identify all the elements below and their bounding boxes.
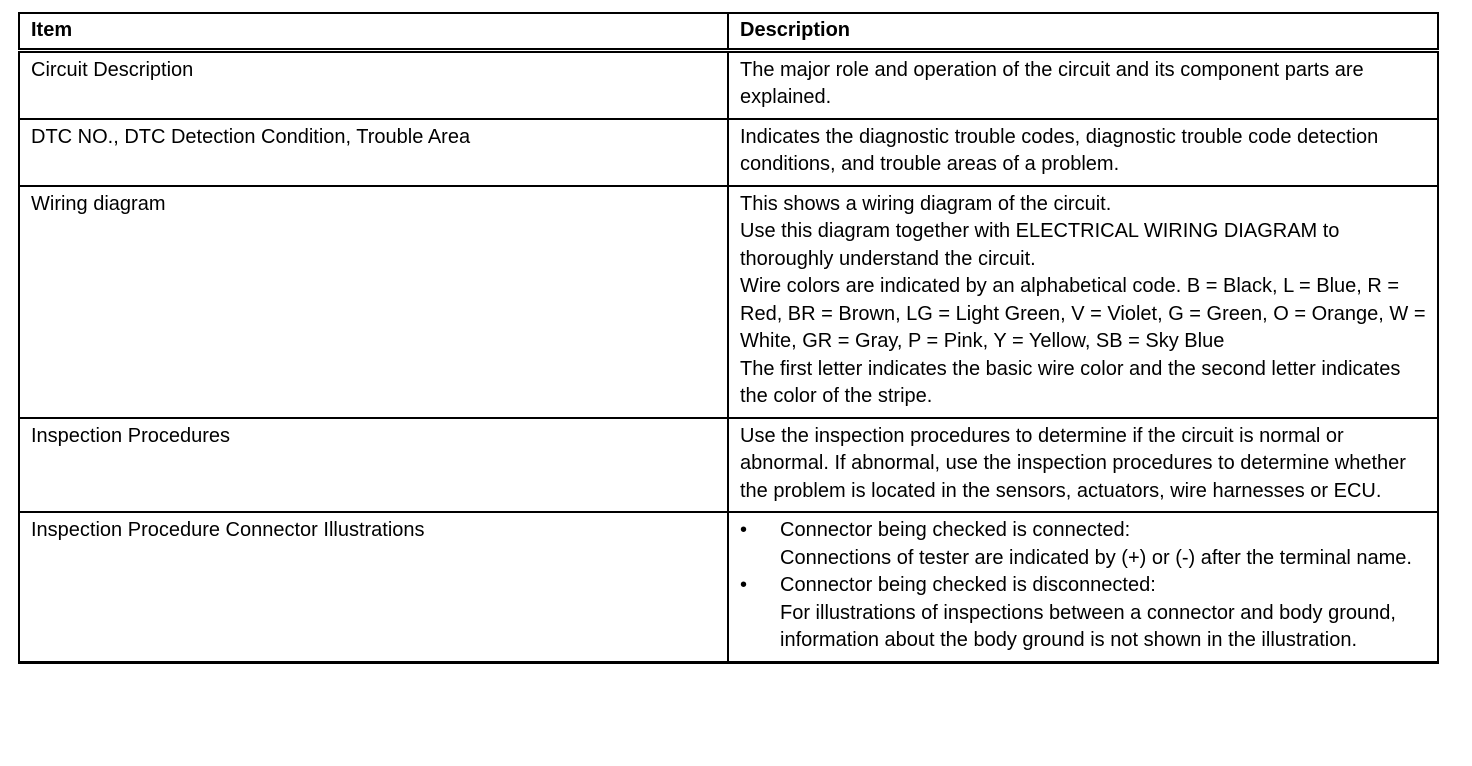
bullet-text: Connections of tester are indicated by (+) or (-) after the terminal name. (780, 546, 1412, 569)
table-row-inspection-procedures (19, 418, 1438, 513)
description-cell (728, 119, 1438, 186)
column-header-item: Item (19, 13, 728, 50)
table-row-dtc (19, 119, 1438, 186)
item-cell: Inspection Procedure Connector Illustrations (19, 512, 728, 662)
explanation-table (18, 12, 1439, 664)
column-header-description: Description (728, 13, 1438, 50)
description-cell (728, 50, 1438, 119)
description-cell (728, 186, 1438, 418)
item-cell: Circuit Description (19, 50, 728, 119)
description-text: The major role and operation of the circuit and its component parts are explained. (740, 58, 1364, 108)
description-text: Use the inspection procedures to determine if the circuit is normal or abnormal. If abnormal, use the inspection procedures to determine whether the problem is located in the sensors, actuators, wire harnesses or ECU. (740, 424, 1406, 502)
description-text: Use this diagram together with ELECTRICAL WIRING DIAGRAM to thoroughly understand the circuit. (740, 220, 1340, 270)
bullet-list (740, 517, 1427, 655)
item-cell: DTC NO., DTC Detection Condition, Trouble Area (19, 119, 728, 186)
description-text: Wire colors are indicated by an alphabetical code. B = Black, L = Blue, R = Red, BR = Brown, LG = Light Green, V = Violet, G = Green, O = Orange, W = White, GR = Gray, P = Pink, Y = Yellow, SB = Sky Blue (740, 275, 1426, 352)
description-cell (728, 418, 1438, 513)
item-cell: Inspection Procedures (19, 418, 728, 513)
description-text: Indicates the diagnostic trouble codes, diagnostic trouble code detection conditions, and trouble areas of a problem. (740, 125, 1379, 175)
table-row-circuit-description (19, 50, 1438, 119)
description-cell (728, 512, 1438, 662)
bullet-title: Connector being checked is disconnected: (780, 574, 1156, 596)
table-header-row (19, 13, 1438, 50)
list-item (740, 517, 1427, 572)
bullet-title: Connector being checked is connected: (780, 519, 1131, 541)
list-item (740, 572, 1427, 655)
item-cell: Wiring diagram (19, 186, 728, 418)
bullet-icon: • (740, 574, 748, 596)
bullet-icon: • (740, 519, 748, 541)
table-row-wiring-diagram (19, 186, 1438, 418)
bullet-text: For illustrations of inspections between a connector and body ground, information about the body ground is not shown in the illustration. (780, 601, 1396, 651)
description-text: This shows a wiring diagram of the circuit. (740, 192, 1112, 215)
description-text: The first letter indicates the basic wire color and the second letter indicates the color of the stripe. (740, 357, 1401, 407)
table-row-connector-illustrations (19, 512, 1438, 662)
